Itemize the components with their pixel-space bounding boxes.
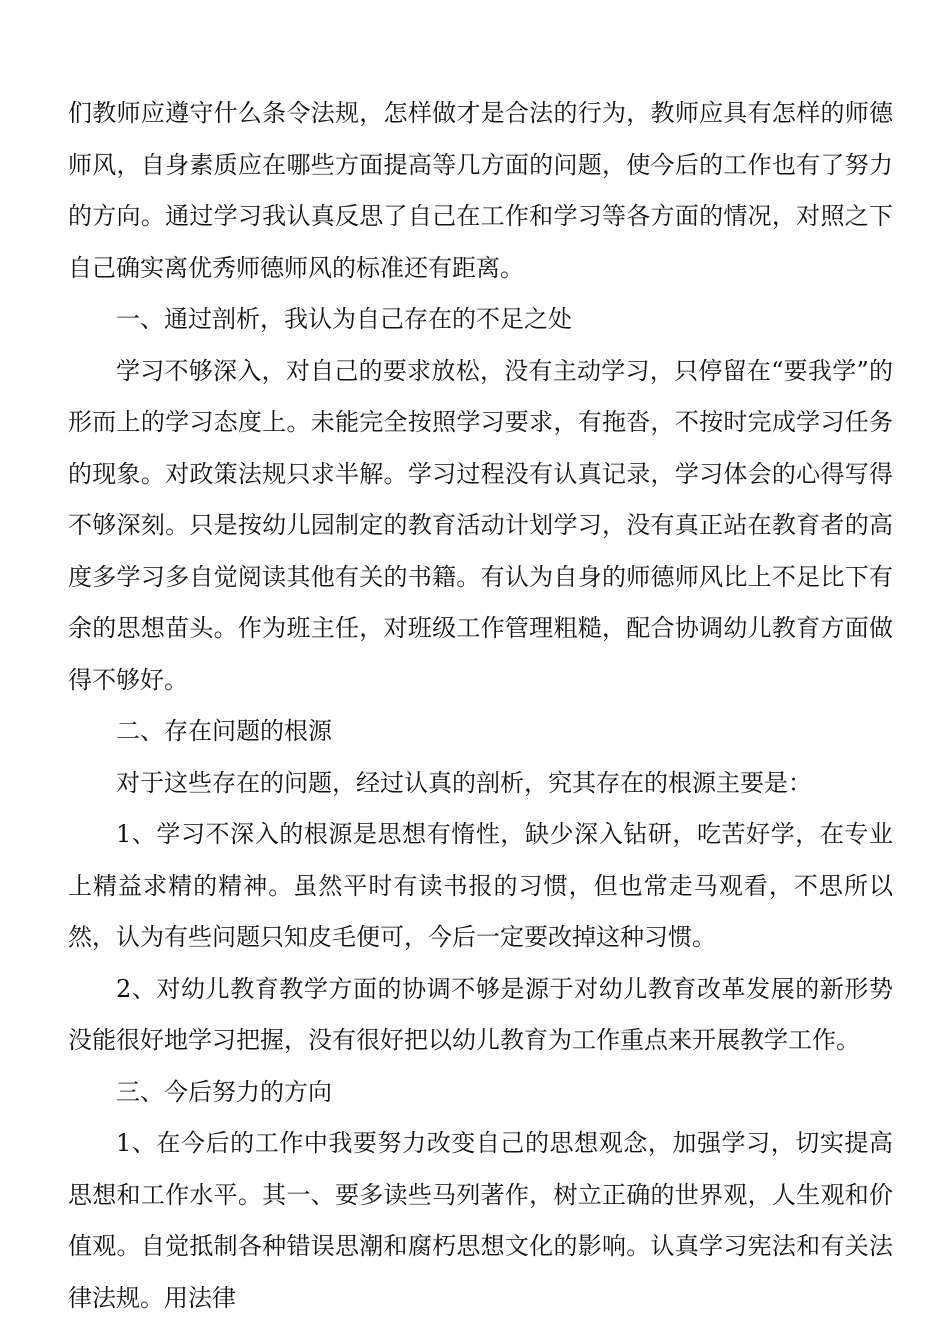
paragraph-future-direction-1: 1、在今后的工作中我要努力改变自己的思想观念，加强学习，切实提高思想和工作水平。其一、要多读些马列著作，树立正确的世界观，人生观和价值观。自觉抵制各种错误思潮和腐朽思想文化的影响。认真学习宪法和有关法律法规。用法律 xyxy=(68,1129,893,1312)
section-heading-shortcomings: 一、通过剖析，我认为自己存在的不足之处 xyxy=(116,305,572,333)
paragraph-shortcomings: 学习不够深入，对自己的要求放松，没有主动学习，只停留在“要我学”的形而上的学习态度上。未能完全按照学习要求，有拖沓，不按时完成学习任务的现象。对政策法规只求半解。学习过程没有认真记录，学习体会的心得写得不够深刻。只是按幼儿园制定的教育活动计划学习，没有真正站在教育者的高度多学习多自觉阅读其他有关的书籍。有认为自身的师德师风比上不足比下有余的思想苗头。作为班主任，对班级工作管理粗糙，配合协调幼儿教育方面做得不够好。 xyxy=(68,356,893,694)
section-heading-future-direction: 三、今后努力的方向 xyxy=(116,1077,332,1106)
paragraph-root-cause-1: 1、学习不深入的根源是思想有惰性，缺少深入钻研，吃苦好学，在专业上精益求精的精神。虽然平时有读书报的习惯，但也常走马观看，不思所以然，认为有些问题只知皮毛便可，今后一定要改掉这种习惯。 xyxy=(68,820,893,951)
paragraph-continuation: 们教师应遵守什么条令法规，怎样做才是合法的行为，教师应具有怎样的师德师风，自身素质应在哪些方面提高等几方面的问题，使今后的工作也有了努力的方向。通过学习我认真反思了自己在工作和学习等各方面的情况，对照之下自己确实离优秀师德师风的标准还有距离。 xyxy=(68,99,893,282)
document-body xyxy=(68,88,893,1324)
section-heading-root-causes: 二、存在问题的根源 xyxy=(116,717,332,745)
paragraph-root-causes-intro: 对于这些存在的问题，经过认真的剖析，究其存在的根源主要是： xyxy=(116,768,812,797)
paragraph-root-cause-2: 2、对幼儿教育教学方面的协调不够是源于对幼儿教育改革发展的新形势没能很好地学习把握，没有很好把以幼儿教育为工作重点来开展教学工作。 xyxy=(68,974,893,1054)
